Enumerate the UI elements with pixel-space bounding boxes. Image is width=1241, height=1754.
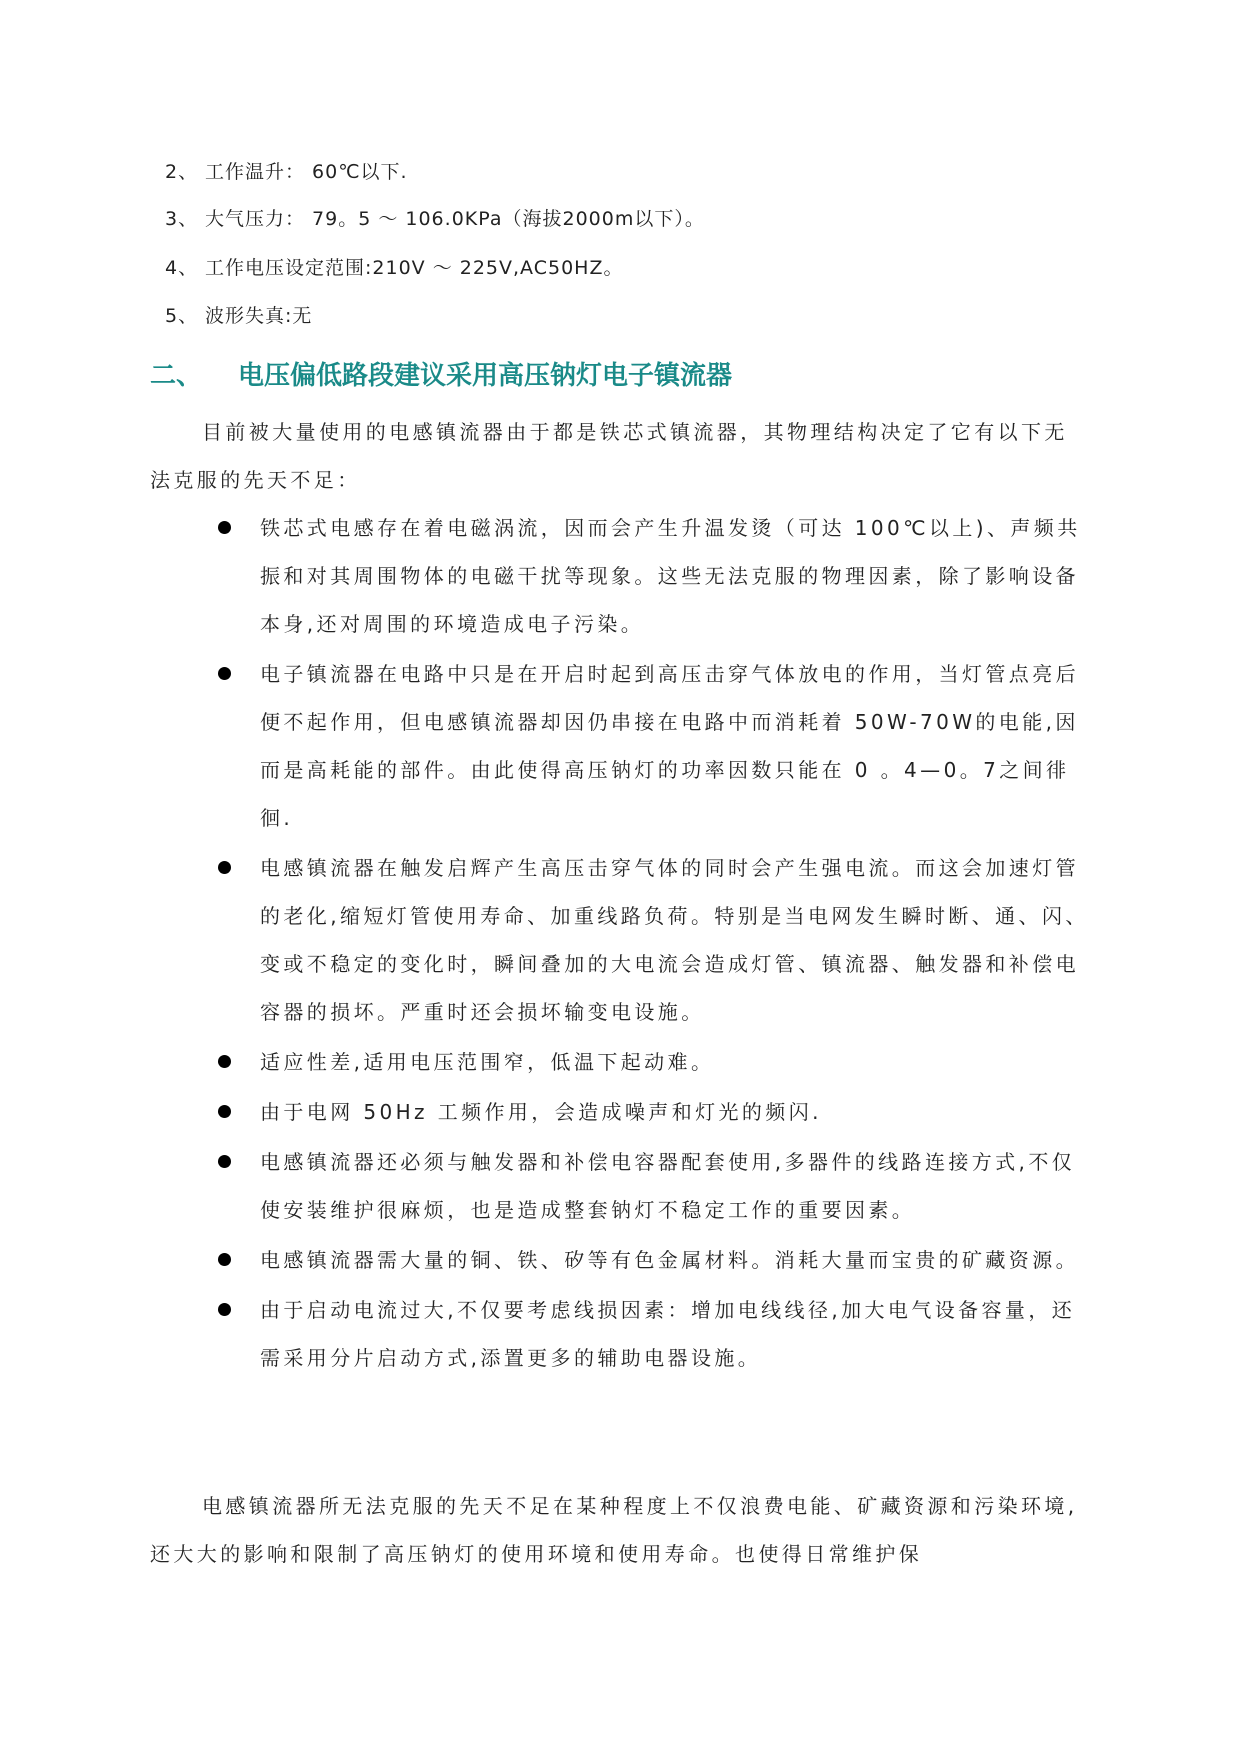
list-item: [150, 504, 1090, 648]
list-item: [150, 1038, 1090, 1086]
bullet-icon: [218, 1303, 231, 1316]
intro-paragraph: 目前被大量使用的电感镇流器由于都是铁芯式镇流器，其物理结构决定了它有以下无法克服的先天不足：: [150, 420, 1068, 492]
spec-item-air-pressure: [165, 205, 705, 233]
item-number: 3、: [165, 208, 199, 230]
list-item: [150, 844, 1090, 1036]
list-item: [150, 1138, 1090, 1234]
item-text: 波形失真:无: [205, 305, 313, 327]
spec-item-voltage-range: [165, 254, 623, 282]
item-number: 2、: [165, 161, 199, 183]
bullet-icon: [218, 1055, 231, 1068]
item-number: 5、: [165, 305, 199, 327]
section-heading: [150, 356, 732, 396]
bullet-icon: [218, 521, 231, 534]
list-item-text: 适应性差,适用电压范围窄，低温下起动难。: [260, 1050, 715, 1074]
list-item-text: 铁芯式电感存在着电磁涡流，因而会产生升温发烫（可达 100℃以上)、声频共振和对其周围物体的电磁干扰等现象。这些无法克服的物理因素，除了影响设备本身,还对周围的环境造成电子污染。: [260, 516, 1081, 636]
closing-paragraph: 电感镇流器所无法克服的先天不足在某种程度上不仅浪费电能、矿藏资源和污染环境,还大大的影响和限制了高压钠灯的使用环境和使用寿命。也使得日常维护保: [150, 1494, 1078, 1566]
list-item-text: 电感镇流器在触发启辉产生高压击穿气体的同时会产生强电流。而这会加速灯管的老化,缩短灯管使用寿命、加重线路负荷。特别是当电网发生瞬时断、通、闪、变或不稳定的变化时，瞬间叠加的大电流会造成灯管、镇流器、触发器和补偿电容器的损坏。严重时还会损坏输变电设施。: [260, 856, 1089, 1024]
list-item-text: 电感镇流器需大量的铜、铁、矽等有色金属材料。消耗大量而宝贵的矿藏资源。: [260, 1248, 1079, 1272]
bullet-icon: [218, 667, 231, 680]
spec-item-waveform-distortion: [165, 302, 312, 330]
list-item-text: 电子镇流器在电路中只是在开启时起到高压击穿气体放电的作用，当灯管点亮后便不起作用，但电感镇流器却因仍串接在电路中而消耗着 50W-70W的电能,因而是高耗能的部件。由此使得高压钠灯的功率因数只能在 0 。4—0。7之间徘徊.: [260, 662, 1079, 830]
list-item: [150, 1286, 1090, 1382]
disadvantages-list: [150, 504, 1090, 1384]
bullet-icon: [218, 1155, 231, 1168]
list-item: [150, 1088, 1090, 1136]
section-number: 二、: [150, 361, 203, 391]
item-number: 4、: [165, 257, 199, 279]
list-item-text: 电感镇流器还必须与触发器和补偿电容器配套使用,多器件的线路连接方式,不仅使安装维护很麻烦，也是造成整套钠灯不稳定工作的重要因素。: [260, 1150, 1076, 1222]
bullet-icon: [218, 1253, 231, 1266]
item-text: 大气压力： 79。5 ～ 106.0KPa（海拔2000m以下）。: [205, 208, 705, 230]
list-item: [150, 1236, 1090, 1284]
spec-item-temperature-rise: [165, 158, 408, 186]
item-text: 工作电压设定范围:210V ～ 225V,AC50HZ。: [205, 257, 624, 279]
bullet-icon: [218, 1105, 231, 1118]
list-item: [150, 650, 1090, 842]
item-text: 工作温升： 60℃以下.: [205, 161, 408, 183]
section-title: 电压偏低路段建议采用高压钠灯电子镇流器: [238, 361, 733, 391]
list-item-text: 由于电网 50Hz 工频作用，会造成噪声和灯光的频闪.: [260, 1100, 822, 1124]
bullet-icon: [218, 861, 231, 874]
list-item-text: 由于启动电流过大,不仅要考虑线损因素：增加电线线径,加大电气设备容量，还需采用分片启动方式,添置更多的辅助电器设施。: [260, 1298, 1076, 1370]
